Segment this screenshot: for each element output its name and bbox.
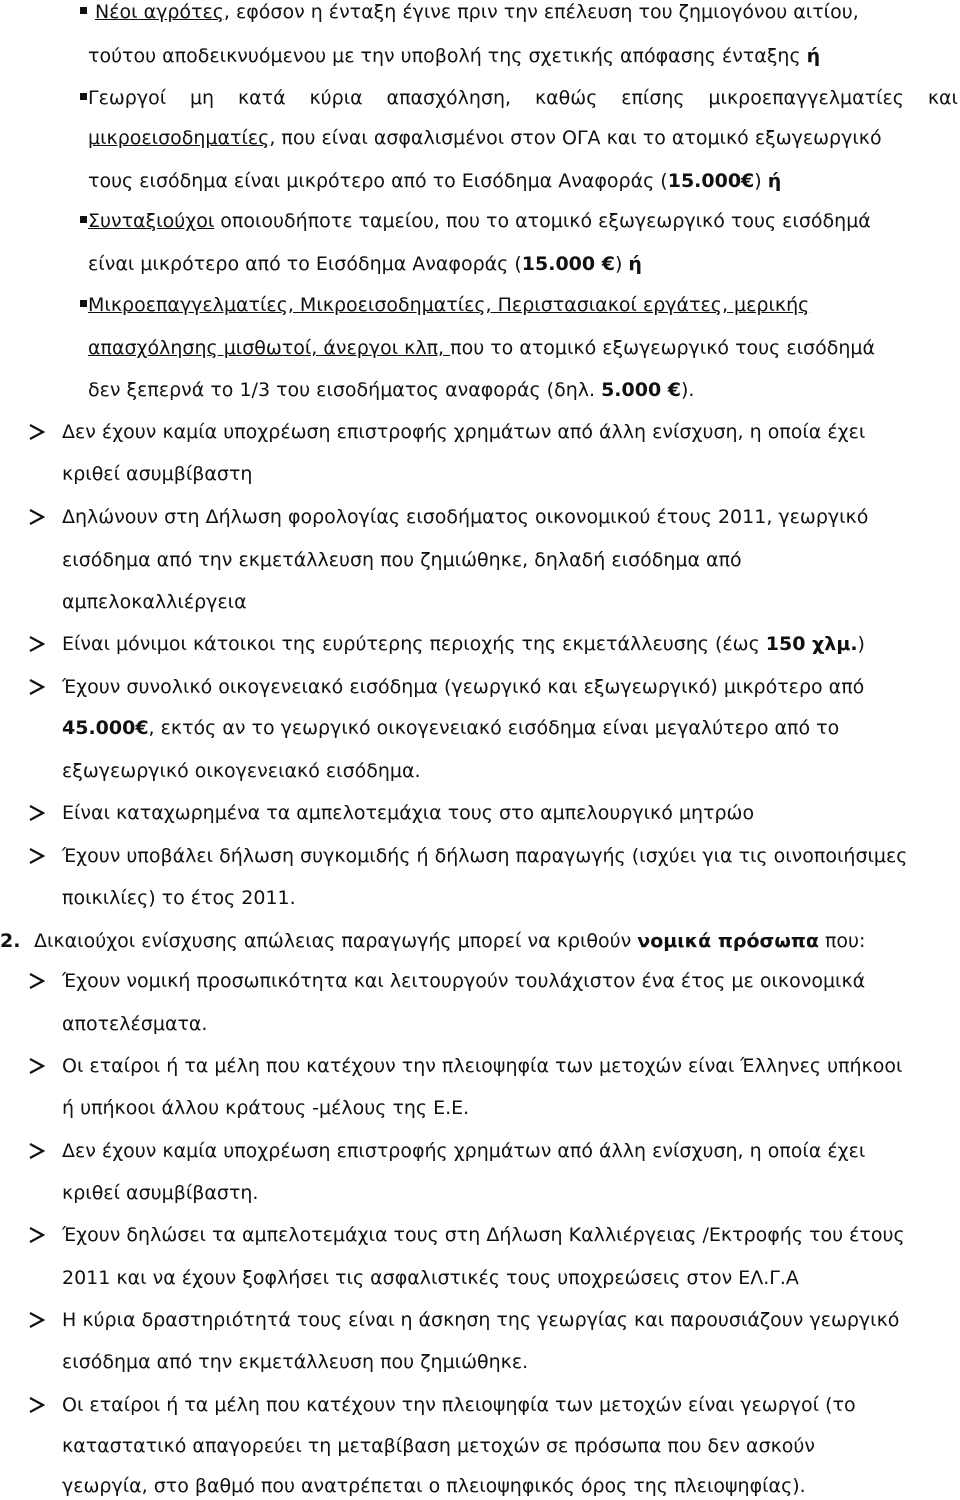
- list-item: Έχουν συνολικό οικογενειακό εισόδημα (γεωργικό και εξωγεωργικό) μικρότερο από: [62, 676, 865, 698]
- arrow-bullet-icon: [26, 802, 48, 824]
- list-item: Οι εταίροι ή τα μέλη που κατέχουν την πλειοψηφία των μετοχών είναι γεωργοί (το: [62, 1394, 856, 1416]
- section-heading: Δικαιούχοι ενίσχυσης απώλειας παραγωγής μπορεί να κριθούν νομικά πρόσωπα που:: [34, 930, 866, 952]
- square-bullet-icon: [80, 216, 87, 223]
- square-bullet-icon: [80, 7, 87, 14]
- list-item-continuation: τούτου αποδεικνυόμενου με την υποβολή της σχετικής απόφασης ένταξης ή: [88, 45, 821, 67]
- list-item: Νέοι αγρότες, εφόσον η ένταξη έγινε πριν την επέλευση του ζημιογόνου αιτίου,: [95, 1, 859, 23]
- list-item: Έχουν δηλώσει τα αμπελοτεμάχια τους στη Δήλωση Καλλιέργειας /Εκτροφής του έτους: [62, 1224, 905, 1246]
- list-item: Δεν έχουν καμία υποχρέωση επιστροφής χρημάτων από άλλη ενίσχυση, η οποία έχει: [62, 1140, 866, 1162]
- square-bullet-icon: [80, 93, 87, 100]
- arrow-bullet-icon: [26, 1309, 48, 1331]
- arrow-bullet-icon: [26, 1394, 48, 1416]
- list-item: Μικροεπαγγελματίες, Μικροεισοδηματίες, Περιστασιακοί εργάτες, μερικής: [88, 294, 810, 316]
- arrow-bullet-icon: [26, 1055, 48, 1077]
- arrow-bullet-icon: [26, 1224, 48, 1246]
- list-item-continuation: μικροεισοδηματίες, που είναι ασφαλισμένοι στον ΟΓΑ και το ατομικό εξωγεωργικό: [88, 127, 882, 149]
- list-item-continuation: ποικιλίες) το έτος 2011.: [62, 887, 296, 909]
- list-item: Οι εταίροι ή τα μέλη που κατέχουν την πλειοψηφία των μετοχών είναι Έλληνες υπήκοοι: [62, 1055, 903, 1077]
- list-item-continuation: 2011 και να έχουν ξοφλήσει τις ασφαλιστικές τους υποχρεώσεις στον ΕΛ.Γ.Α: [62, 1267, 799, 1289]
- list-item: Δηλώνουν στη Δήλωση φορολογίας εισοδήματος οικονομικού έτους 2011, γεωργικό: [62, 506, 869, 528]
- list-item: Γεωργοί μη κατά κύρια απασχόληση, καθώς επίσης μικροεπαγγελματίες και: [88, 87, 958, 109]
- list-item-continuation: εισόδημα από την εκμετάλλευση που ζημιώθηκε, δηλαδή εισόδημα από: [62, 549, 742, 571]
- list-item-continuation: καταστατικό απαγορεύει τη μεταβίβαση μετοχών σε πρόσωπα που δεν ασκούν: [62, 1435, 816, 1457]
- list-item: Η κύρια δραστηριότητά τους είναι η άσκηση της γεωργίας και παρουσιάζουν γεωργικό: [62, 1309, 900, 1331]
- list-item-continuation: δεν ξεπερνά το 1/3 του εισοδήματος αναφοράς (δηλ. 5.000 €).: [88, 379, 695, 401]
- list-item: Έχουν υποβάλει δήλωση συγκομιδής ή δήλωση παραγωγής (ισχύει για τις οινοποιήσιμες: [62, 845, 908, 867]
- list-item: Έχουν νομική προσωπικότητα και λειτουργούν τουλάχιστον ένα έτος με οικονομικά: [62, 970, 866, 992]
- list-item-continuation: αποτελέσματα.: [62, 1013, 208, 1035]
- list-item-continuation: απασχόλησης μισθωτοί, άνεργοι κλπ, που το ατομικό εξωγεωργικό τους εισόδημά: [88, 337, 875, 359]
- list-item: Είναι καταχωρημένα τα αμπελοτεμάχια τους στο αμπελουργικό μητρώο: [62, 802, 755, 824]
- square-bullet-icon: [80, 300, 87, 307]
- list-item-continuation: τους εισόδημα είναι μικρότερο από το Εισόδημα Αναφοράς (15.000€) ή: [88, 170, 782, 192]
- list-item: Δεν έχουν καμία υποχρέωση επιστροφής χρημάτων από άλλη ενίσχυση, η οποία έχει: [62, 421, 866, 443]
- arrow-bullet-icon: [26, 506, 48, 528]
- bullet-term: Νέοι αγρότες: [95, 1, 224, 23]
- arrow-bullet-icon: [26, 633, 48, 655]
- arrow-bullet-icon: [26, 970, 48, 992]
- list-item-continuation: ή υπήκοοι άλλου κράτους -μέλους της Ε.Ε.: [62, 1097, 470, 1119]
- list-item-continuation: 45.000€, εκτός αν το γεωργικό οικογενειακό εισόδημα είναι μεγαλύτερο από το: [62, 717, 840, 739]
- arrow-bullet-icon: [26, 1140, 48, 1162]
- list-item: Είναι μόνιμοι κάτοικοι της ευρύτερης περιοχής της εκμετάλλευσης (έως 150 χλμ.): [62, 633, 865, 655]
- list-item-continuation: εξωγεωργικό οικογενειακό εισόδημα.: [62, 760, 421, 782]
- arrow-bullet-icon: [26, 845, 48, 867]
- arrow-bullet-icon: [26, 421, 48, 443]
- list-item-continuation: εισόδημα από την εκμετάλλευση που ζημιώθηκε.: [62, 1351, 529, 1373]
- list-item-continuation: αμπελοκαλλιέργεια: [62, 591, 247, 613]
- list-item-continuation: κριθεί ασυμβίβαστη.: [62, 1182, 259, 1204]
- arrow-bullet-icon: [26, 676, 48, 698]
- section-number: 2.: [0, 930, 21, 952]
- list-item: Συνταξιούχοι οποιουδήποτε ταμείου, που το ατομικό εξωγεωργικό τους εισόδημά: [88, 210, 871, 232]
- list-item-continuation: είναι μικρότερο από το Εισόδημα Αναφοράς (15.000 €) ή: [88, 253, 642, 275]
- list-item-continuation: γεωργία, στο βαθμό που ανατρέπεται ο πλειοψηφικός όρος της πλειοψηφίας).: [62, 1475, 806, 1497]
- list-item-continuation: κριθεί ασυμβίβαστη: [62, 463, 253, 485]
